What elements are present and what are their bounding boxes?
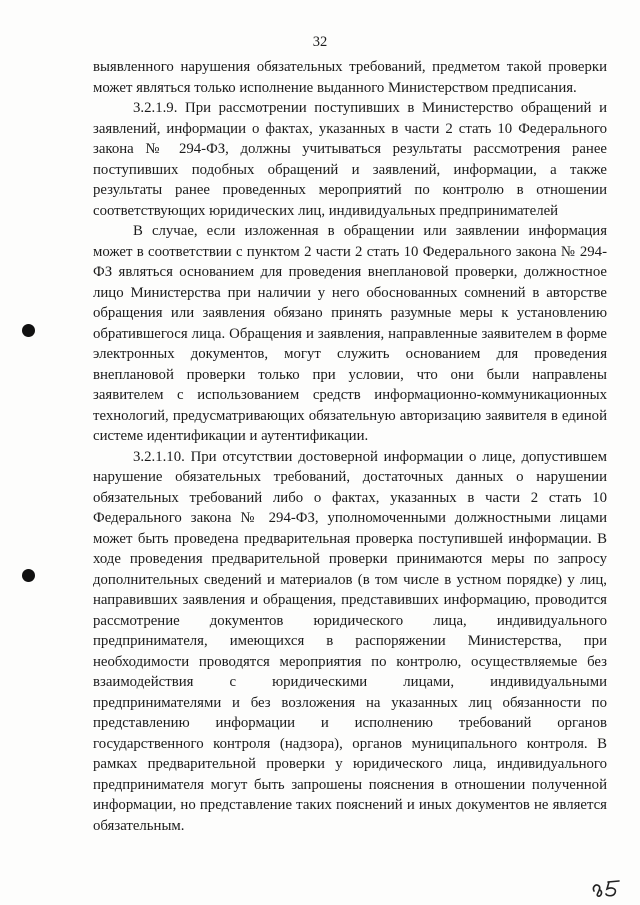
punch-hole-mark (22, 324, 35, 337)
document-body (93, 57, 607, 836)
handwritten-sheet-number (590, 877, 624, 899)
paragraph-3-2-1-10: 3.2.1.10. При отсутствии достоверной информации о лице, допустившем нарушение обязательных требований, достаточных данных о нарушении обязательных требований либо о фактах, указанных в части 2 стать 10 Федерального закона № 294-ФЗ, уполномоченными должностными лицами может быть проведена предварительная проверка поступившей информации. В ходе проведения предварительной проверки принимаются меры по запросу дополнительных сведений и материалов (в том числе в устном порядке) у лиц, направивших заявления и обращения, представивших информацию, проводится рассмотрение документов юридического лица, индивидуального предпринимателя, имеющихся в распоряжении Министерства, при необходимости проводятся мероприятия по контролю, осуществляемые без взаимодействия с юридическими лицами, индивидуальными предпринимателями и без возложения на указанных лиц обязанности по представлению информации и исполнению требований органов государственного контроля (надзора), органов муниципального контроля. В рамках предварительной проверки у юридического лица, индивидуального предпринимателя могут быть запрошены пояснения в отношении полученной информации, но представление таких пояснений и иных документов не является обязательным. (93, 448, 607, 834)
paragraph-3-2-1-9: 3.2.1.9. При рассмотрении поступивших в Министерство обращений и заявлений, информации о фактах, указанных в части 2 стать 10 Федерального закона № 294-ФЗ, должны учитываться результаты рассмотрения ранее поступивших подобных обращений и заявлений, информации, а также результаты ранее проведенных мероприятий по контролю в отношении соответствующих юридических лиц, индивидуальных предпринимателей (93, 100, 607, 219)
punch-hole-mark (22, 569, 35, 582)
paragraph-continuation: выявленного нарушения обязательных требований, предметом такой проверки может являться только исполнение выданного Министерством предписания. (93, 59, 607, 96)
page-number: 32 (312, 34, 328, 50)
paragraph-anonymous-appeals: В случае, если изложенная в обращении или заявлении информация может в соответствии с пунктом 2 части 2 стать 10 Федерального закона № 294-ФЗ являться основанием для проведения внеплановой проверки, должностное лицо Министерства при наличии у него обоснованных сомнений в авторстве обращения или заявления обязано принять разумные меры к установлению обратившегося лица. Обращения и заявления, направленные заявителем в форме электронных документов, могут служить основанием для проведения внеплановой проверки только при условии, что они были направлены заявителем с использованием средств информационно-коммуникационных технологий, предусматривающих обязательную авторизацию заявителя в единой системе идентификации и аутентификации. (93, 223, 607, 444)
